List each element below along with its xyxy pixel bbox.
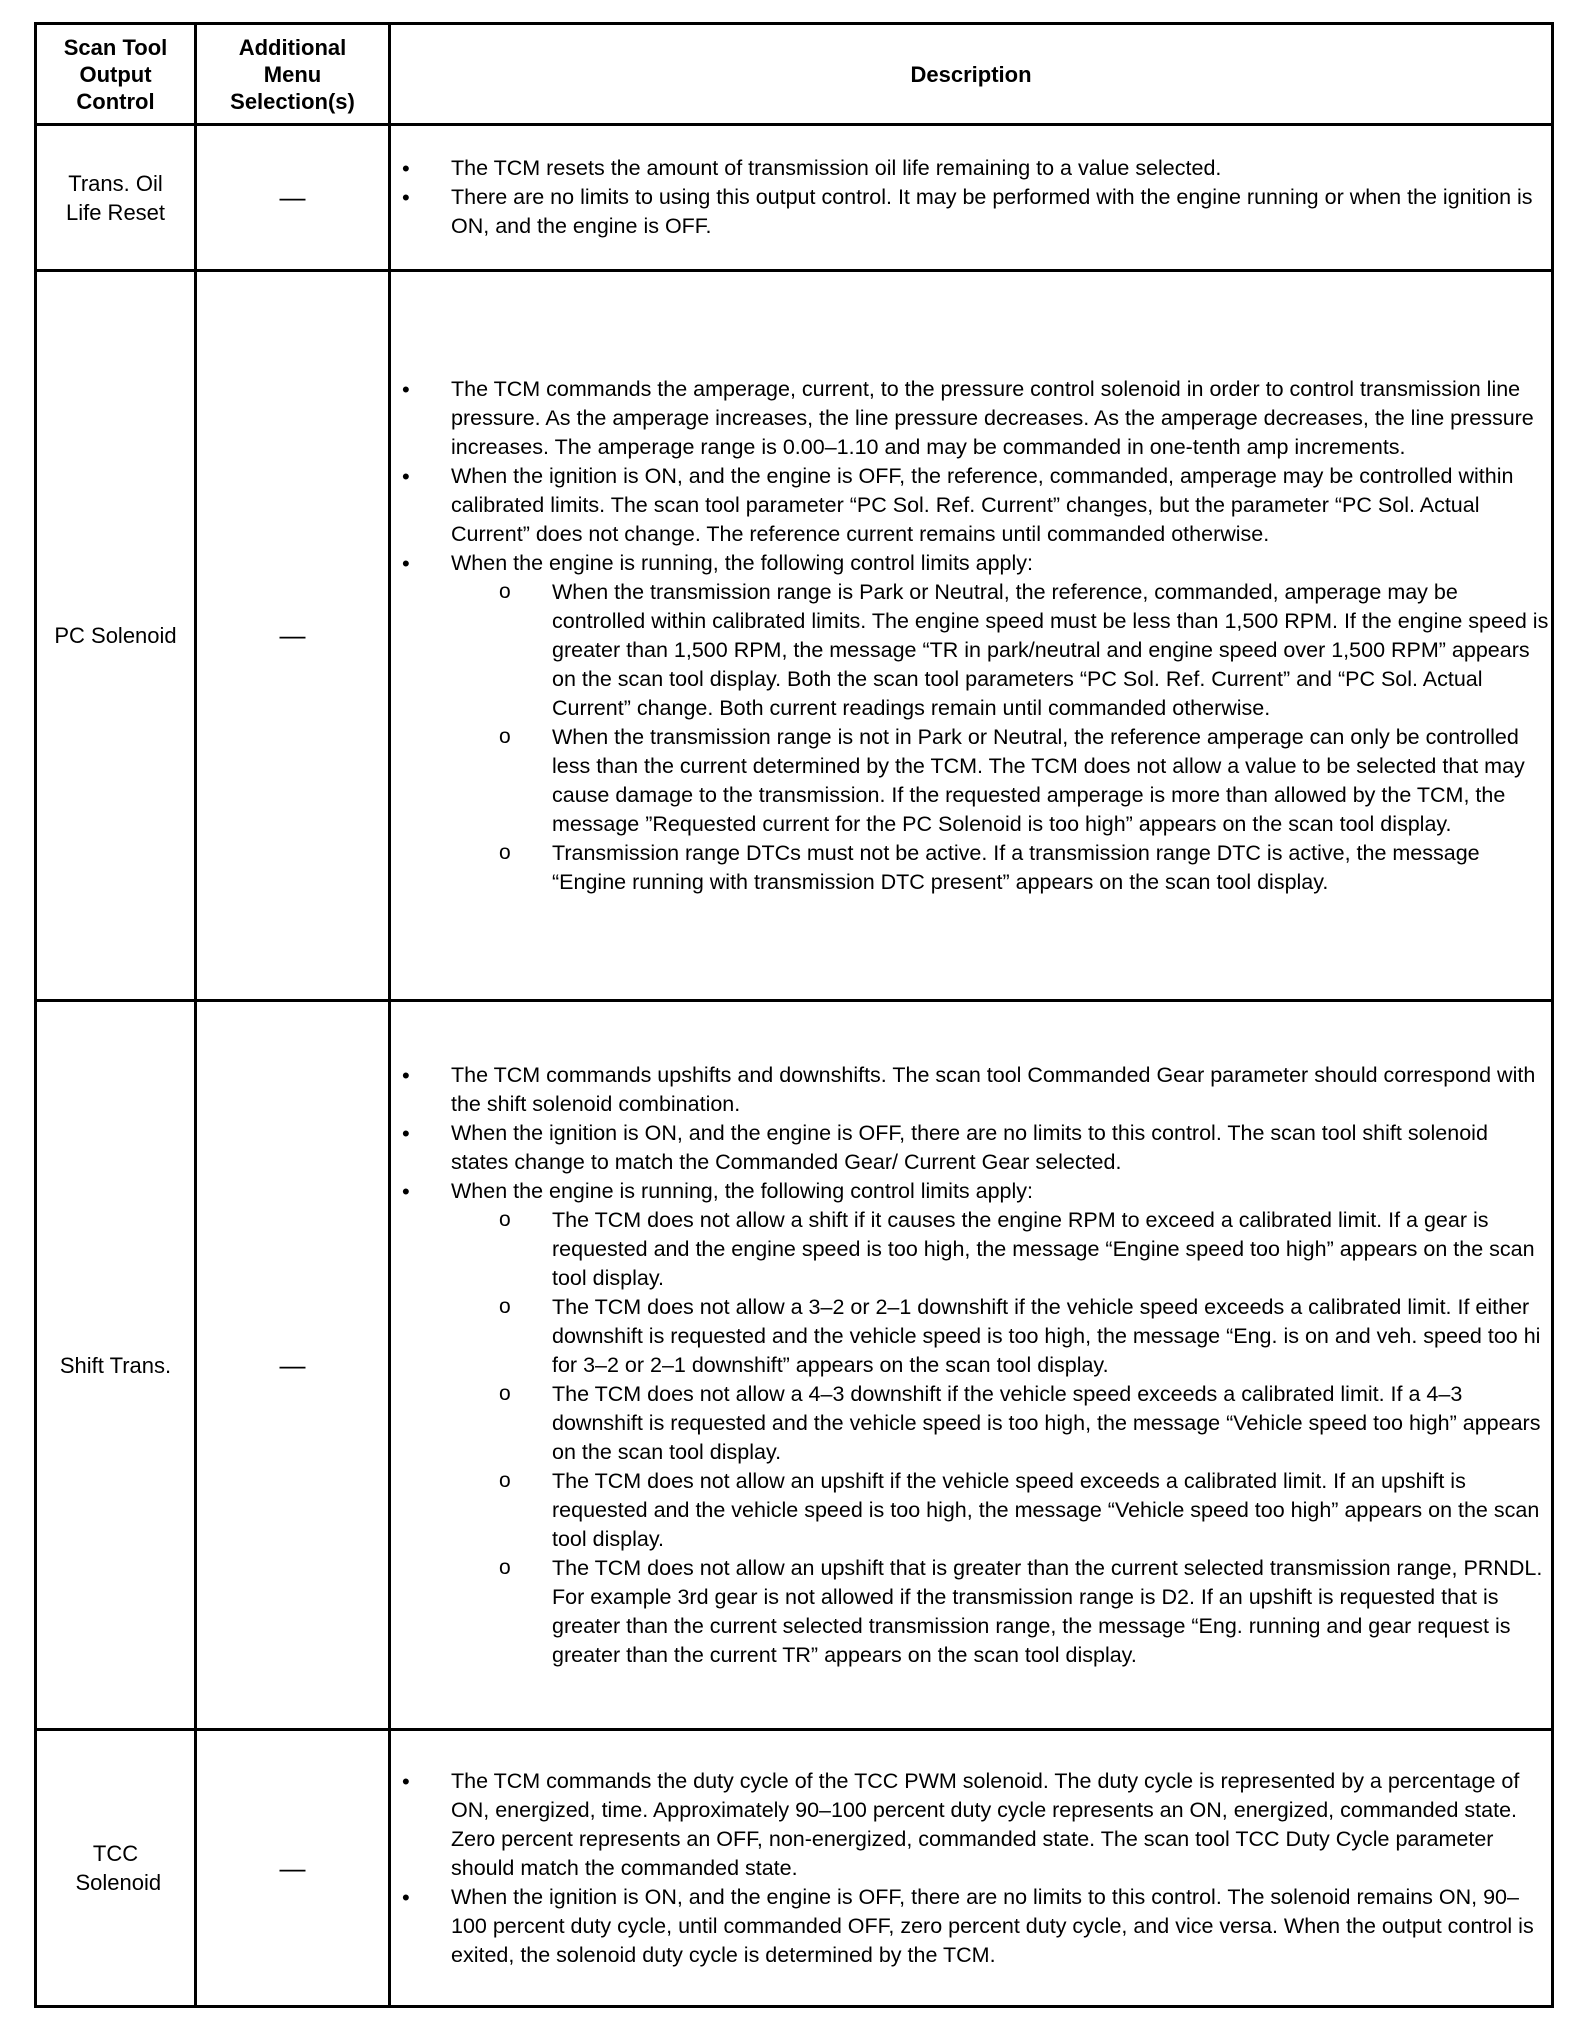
bullet-list bbox=[391, 375, 1551, 897]
table-row bbox=[36, 1000, 1553, 1730]
sub-bullet-item: o Transmission range DTCs must not be active. If a transmission range DTC is active, the message “Engine running with transmission DTC present” appears on the scan tool display. bbox=[451, 839, 1551, 897]
output-control-cell bbox=[36, 1730, 196, 2007]
bullet-text: When the ignition is ON, and the engine is OFF, the reference, commanded, amperage may be controlled within calibrated limits. The scan tool parameter “PC Sol. Ref. Current” changes, but the parameter “PC Sol. Actual Current” does not change. The reference current remains until commanded otherwise. bbox=[451, 463, 1514, 546]
description-cell bbox=[390, 271, 1553, 1001]
menu-selection-cell: — bbox=[196, 1000, 390, 1730]
sub-bullet-item: o When the transmission range is not in Park or Neutral, the reference amperage can only be controlled less than the current determined by the TCM. The TCM does not allow a value to be selected that may cause damage to the transmission. If the requested amperage is more than allowed by the TCM, the message ”Requested current for the PC Solenoid is too high” appears on the scan tool display. bbox=[451, 723, 1551, 839]
bullet-text: The TCM commands the amperage, current, to the pressure control solenoid in order to control transmission line pressure. As the amperage increases, the line pressure decreases. As the amperage decreases, the line pressure increases. The amperage range is 0.00–1.10 and may be commanded in one-tenth amp increments. bbox=[451, 376, 1534, 459]
bullet-item bbox=[391, 549, 1551, 897]
header-menu-selection-text: Additional Menu Selection(s) bbox=[230, 34, 355, 114]
header-description: Description bbox=[390, 24, 1553, 125]
bullet-text: When the ignition is ON, and the engine is OFF, there are no limits to this control. The solenoid remains ON, 90–100 percent duty cycle, until commanded OFF, zero percent duty cycle, and vice versa. When the output control is exited, the solenoid duty cycle is determined by the TCM. bbox=[451, 1884, 1534, 1967]
table-row bbox=[36, 1730, 1553, 2007]
bullet-text: When the ignition is ON, and the engine is OFF, there are no limits to this control. The scan tool shift solenoid states change to match the Commanded Gear/ Current Gear selected. bbox=[451, 1120, 1488, 1174]
header-output-control-text: Scan Tool Output Control bbox=[63, 34, 168, 114]
output-control-table bbox=[34, 22, 1554, 2008]
sub-bullet-item: o The TCM does not allow an upshift if the vehicle speed exceeds a calibrated limit. If an upshift is requested and the vehicle speed is too high, the message “Vehicle speed too high” appears on the scan tool display. bbox=[451, 1467, 1551, 1554]
bullet-item bbox=[391, 1883, 1551, 1970]
sub-bullet-item: o The TCM does not allow a 3–2 or 2–1 downshift if the vehicle speed exceeds a calibrated limit. If either downshift is requested and the vehicle speed is too high, the message “Eng. is on and veh. speed too hi for 3–2 or 2–1 downshift” appears on the scan tool display. bbox=[451, 1293, 1551, 1380]
output-control-name: Shift Trans. bbox=[59, 1352, 172, 1378]
bullet-list bbox=[391, 154, 1551, 241]
output-control-cell bbox=[36, 271, 196, 1001]
header-output-control bbox=[36, 24, 196, 125]
bullet-list bbox=[391, 1767, 1551, 1970]
output-control-cell bbox=[36, 125, 196, 271]
description-cell bbox=[390, 1730, 1553, 2007]
bullet-text: The TCM commands upshifts and downshifts. The scan tool Commanded Gear parameter should correspond with the shift solenoid combination. bbox=[451, 1062, 1536, 1116]
output-control-name: PC Solenoid bbox=[54, 623, 177, 649]
sub-bullet-item: o The TCM does not allow an upshift that is greater than the current selected transmission range, PRNDL. For example 3rd gear is not allowed if the transmission range is D2. If an upshift is requested that is greater than the current selected transmission range, the message “Eng. running and gear request is greater than the current TR” appears on the scan tool display. bbox=[451, 1554, 1551, 1670]
bullet-text: When the engine is running, the following control limits apply: bbox=[451, 1178, 1034, 1203]
sub-bullet-item: o The TCM does not allow a shift if it causes the engine RPM to exceed a calibrated limit. If a gear is requested and the engine speed is too high, the message “Engine speed too high” appears on the scan tool display. bbox=[451, 1206, 1551, 1293]
header-menu-selection bbox=[196, 24, 390, 125]
bullet-item bbox=[391, 1177, 1551, 1670]
sub-bullet-list bbox=[451, 1206, 1551, 1670]
bullet-item bbox=[391, 375, 1551, 462]
bullet-list bbox=[391, 1061, 1551, 1670]
header-row bbox=[36, 24, 1553, 125]
sub-bullet-item: o The TCM does not allow a 4–3 downshift if the vehicle speed exceeds a calibrated limit. If a 4–3 downshift is requested and the vehicle speed is too high, the message “Vehicle speed too high” appears on the scan tool display. bbox=[451, 1380, 1551, 1467]
bullet-text: The TCM resets the amount of transmission oil life remaining to a value selected. bbox=[451, 156, 1222, 181]
menu-selection-cell: — bbox=[196, 271, 390, 1001]
sub-bullet-list bbox=[451, 578, 1551, 897]
description-cell bbox=[390, 1000, 1553, 1730]
bullet-text: There are no limits to using this output control. It may be performed with the engine running or when the ignition is ON, and the engine is OFF. bbox=[451, 185, 1533, 239]
sub-bullet-item: o When the transmission range is Park or Neutral, the reference, commanded, amperage may be controlled within calibrated limits. The engine speed must be less than 1,500 RPM. If the engine speed is greater than 1,500 RPM, the message “TR in park/neutral and engine speed over 1,500 RPM” appears on the scan tool display. Both the scan tool parameters “PC Sol. Ref. Current” and “PC Sol. Actual Current” change. Both current readings remain until commanded otherwise. bbox=[451, 578, 1551, 723]
bullet-item bbox=[391, 154, 1551, 183]
table-row bbox=[36, 125, 1553, 271]
bullet-item bbox=[391, 1061, 1551, 1119]
bullet-item bbox=[391, 1767, 1551, 1883]
bullet-item bbox=[391, 183, 1551, 241]
output-control-name: Trans. Oil Life Reset bbox=[65, 170, 166, 225]
menu-selection-cell: — bbox=[196, 125, 390, 271]
bullet-text: When the engine is running, the following control limits apply: bbox=[451, 550, 1034, 575]
menu-selection-cell: — bbox=[196, 1730, 390, 2007]
bullet-item bbox=[391, 1119, 1551, 1177]
bullet-text: The TCM commands the duty cycle of the TCC PWM solenoid. The duty cycle is represented by a percentage of ON, energized, time. Approximately 90–100 percent duty cycle represents an ON, energized, commanded state. Zero percent represents an OFF, non-energized, commanded state. The scan tool TCC Duty Cycle parameter should match the commanded state. bbox=[451, 1768, 1520, 1880]
table-row bbox=[36, 271, 1553, 1001]
output-control-name: TCC Solenoid bbox=[75, 1841, 162, 1896]
description-cell bbox=[390, 125, 1553, 271]
output-control-cell bbox=[36, 1000, 196, 1730]
bullet-item bbox=[391, 462, 1551, 549]
